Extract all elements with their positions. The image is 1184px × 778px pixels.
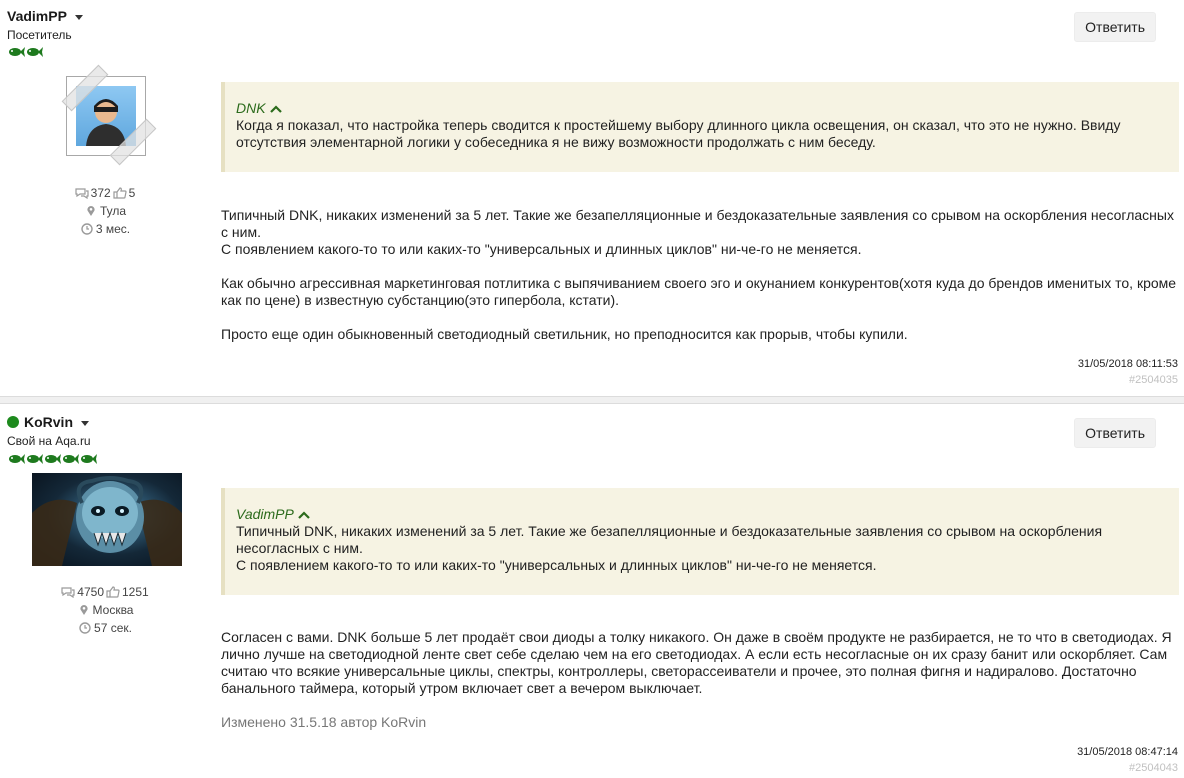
- reply-button[interactable]: Ответить: [1074, 418, 1156, 448]
- quote-block: [221, 82, 1179, 172]
- quote-text: Когда я показал, что настройка теперь сводится к простейшему выбору длинного цикла освещения, он сказал, что это не нужно. Ввиду отсутствия элементарной логики у собеседника я не вижу возможности продолжать с ним беседу.: [236, 117, 1121, 150]
- paragraph-gap: [221, 309, 1179, 326]
- fish-rank-icon: [26, 453, 43, 465]
- post-paragraph: С появлением какого-то то или каких-то "универсальных и длинных циклов" ни-че-го не меняется.: [221, 241, 862, 257]
- post-timestamp: 31/05/2018 08:11:53: [1077, 358, 1178, 370]
- fish-rank-icon: [62, 453, 79, 465]
- clock-icon: [80, 223, 94, 235]
- fish-rank-icon: [80, 453, 97, 465]
- online-status-icon: [7, 416, 19, 428]
- quote-text: Типичный DNK, никаких изменений за 5 лет. Такие же безапелляционные и бездоказательные заявления со срывом на оскорбления несогласных с ним. С появлением какого-то то или каких-то "универсальных и длинных циклов" ни-че-го не меняется.: [236, 523, 1103, 573]
- chevron-up-icon[interactable]: [270, 105, 282, 113]
- last-seen-row: [40, 619, 170, 637]
- post-paragraph: Как обычно агрессивная маркетинговая потлитика с выпячиванием своего эго и окунанием конкурентов(хотя куда до брендов именитых то, кроме как по цене) в известную субстанцию(это гипербола, кстати).: [221, 275, 1177, 308]
- post-body: [221, 207, 1179, 343]
- author-last-seen: 3 мес.: [95, 222, 131, 236]
- comments-icon: [61, 586, 75, 598]
- post-id-link[interactable]: #2504035: [1129, 374, 1178, 386]
- fish-rank-icon: [26, 46, 43, 58]
- post-paragraph: Согласен с вами. DNK больше 5 лет продаёт свои диоды а толку никакого. Он даже в своём продукте не разбирается, не то что в светодиодах. Я лично лучше на светодиодной ленте свет себе сделаю чем на его светодиодах. А если есть несогласные он их сразу банит или оскорбляет. Сам считаю что всякие универсальные циклы, спектры, контроллеры, светорассеиватели и прочее, это полная фигня и надиралово. Достаточно банального таймера, который утром включает свет а вечером выключает.: [221, 629, 1172, 696]
- fish-rank-icon: [44, 453, 61, 465]
- post-paragraph: Типичный DNK, никаких изменений за 5 лет. Такие же безапелляционные и бездоказательные заявления со срывом на оскорбления несогласных с ним.: [221, 207, 1174, 240]
- user-menu-caret-icon[interactable]: [81, 421, 89, 426]
- rank-fish-row: [8, 46, 43, 58]
- post-paragraph: Просто еще один обыкновенный светодиодный светильник, но преподносится как прорыв, чтобы купили.: [221, 326, 908, 342]
- author-row: [7, 414, 89, 430]
- user-menu-caret-icon[interactable]: [75, 15, 83, 20]
- paragraph-gap: [221, 258, 1179, 275]
- thumbs-up-icon: [113, 187, 127, 199]
- fish-rank-icon: [8, 46, 25, 58]
- rank-fish-row: [8, 453, 97, 465]
- comment-count: 4750: [77, 585, 104, 599]
- author-location: Тула: [99, 204, 127, 218]
- quote-block: [221, 488, 1179, 595]
- last-seen-row: [40, 220, 170, 238]
- comments-icon: [75, 187, 89, 199]
- activity-stats-row: [40, 184, 170, 202]
- author-stats: [40, 184, 170, 238]
- clock-icon: [78, 622, 92, 634]
- reply-button[interactable]: Ответить: [1074, 12, 1156, 42]
- forum-post: [0, 405, 1184, 778]
- author-row: [7, 8, 83, 24]
- edited-note: Изменено 31.5.18 автор KoRvin: [221, 714, 427, 730]
- activity-stats-row: [40, 583, 170, 601]
- fish-rank-icon: [8, 453, 25, 465]
- post-divider: [0, 396, 1184, 404]
- author-role: Посетитель: [7, 28, 72, 42]
- author-username[interactable]: KoRvin: [24, 414, 73, 430]
- quote-author[interactable]: DNK: [236, 100, 266, 116]
- author-stats: [40, 583, 170, 637]
- location-pin-icon: [77, 604, 91, 616]
- like-count: 5: [128, 186, 136, 200]
- chevron-up-icon[interactable]: [298, 511, 310, 519]
- quote-author-row: [236, 506, 1167, 523]
- author-location: Москва: [92, 603, 134, 617]
- post-timestamp: 31/05/2018 08:47:14: [1077, 746, 1178, 758]
- avatar[interactable]: [66, 76, 146, 156]
- dark-skull-avatar-icon: [32, 473, 182, 566]
- quote-author[interactable]: VadimPP: [236, 506, 294, 522]
- location-pin-icon: [84, 205, 98, 217]
- quote-author-row: [236, 100, 1167, 117]
- post-body: [221, 629, 1179, 697]
- location-row: [40, 601, 170, 619]
- comment-count: 372: [90, 186, 111, 200]
- author-username[interactable]: VadimPP: [7, 8, 67, 24]
- location-row: [40, 202, 170, 220]
- author-last-seen: 57 сек.: [94, 621, 132, 635]
- author-role: Свой на Aqa.ru: [7, 434, 91, 448]
- thumbs-up-icon: [106, 586, 120, 598]
- like-count: 1251: [122, 585, 149, 599]
- avatar[interactable]: [32, 473, 182, 566]
- post-id-link[interactable]: #2504043: [1129, 762, 1178, 774]
